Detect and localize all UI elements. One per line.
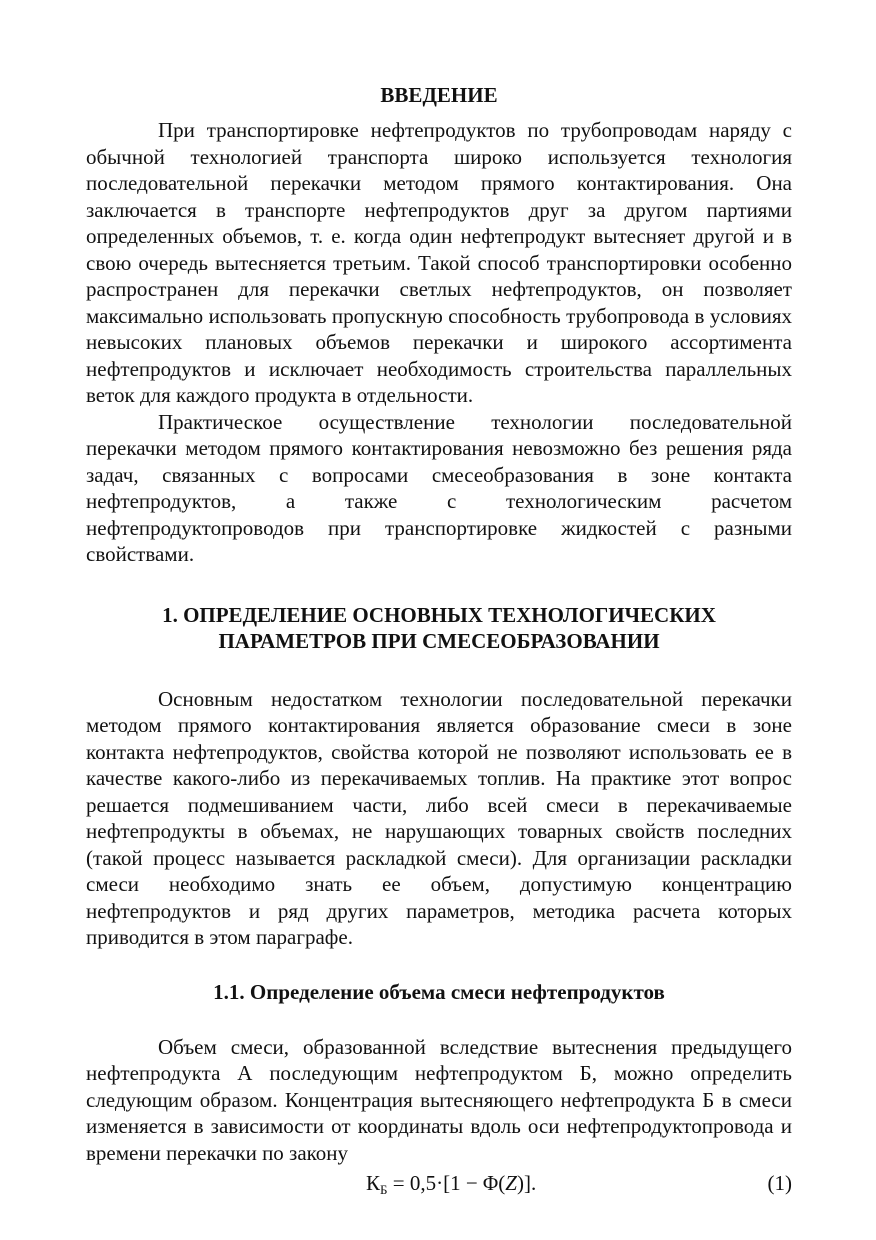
formula-expression <box>366 1168 536 1205</box>
formula-expr-left: = 0,5·[1 − Φ( <box>387 1171 506 1195</box>
section-1-heading-line-2: ПАРАМЕТРОВ ПРИ СМЕСЕОБРАЗОВАНИИ <box>218 628 660 653</box>
formula-variable: Z <box>505 1171 517 1195</box>
intro-heading: ВВЕДЕНИЕ <box>380 83 498 107</box>
section-1-heading <box>86 602 792 654</box>
section-1-1-heading: 1.1. Определение объема смеси нефтепродуктов <box>213 979 665 1004</box>
section-1-1-paragraph: Объем смеси, образованной вследствие вытеснения предыдущего нефтепродукта А последующим нефтепродуктом Б, можно определить следующим образом. Концентрация вытесняющего нефтепродукта Б в смеси изменяется в зависимости от координаты вдоль оси нефтепродуктопровода и времени перекачки по закону <box>86 1034 792 1165</box>
section-1-paragraph: Основным недостатком технологии последовательной перекачки методом прямого контактирования является образование смеси в зоне контакта нефтепродуктов, свойства которой не позволяют использовать ее в качестве какого-либо из перекачиваемых топлив. На практике этот вопрос решается подмешиванием части, либо всей смеси в перекачиваемые нефтепродукты в объемах, не нарушающих товарных свойств последних (такой процесс называется раскладкой смеси). Для организации раскладки смеси необходимо знать ее объем, допустимую концентрацию нефтепродуктов и ряд других параметров, методика расчета которых приводится в этом параграфе. <box>86 686 792 949</box>
document-page <box>86 82 792 1198</box>
formula-number: (1) <box>767 1171 792 1195</box>
formula-row <box>86 1168 792 1198</box>
intro-paragraph-2: Практическое осуществление технологии последовательной перекачки методом прямого контактирования невозможно без решения ряда задач, связанных с вопросами смесеобразования в зоне контакта нефтепродуктов, а также с технологическим расчетом нефтепродуктопроводов при транспортировке жидкостей с разными свойствами. <box>86 409 792 566</box>
intro-paragraph-1: При транспортировке нефтепродуктов по трубопроводам наряду с обычной технологией транспорта широко используется технология последовательной перекачки методом прямого контактирования. Она заключается в транспорте нефтепродуктов друг за другом партиями определенных объемов, т. е. когда один нефтепродукт вытесняет другой и в свою очередь вытесняется третьим. Такой способ транспортировки особенно распространен для перекачки светлых нефтепродуктов, он позволяет максимально использовать пропускную способность трубопровода в условиях невысоких плановых объемов перекачки и широкого ассортимента нефтепродуктов и исключает необходимость строительства параллельных веток для каждого продукта в отдельности. <box>86 118 792 407</box>
section-1-heading-line-1: 1. ОПРЕДЕЛЕНИЕ ОСНОВНЫХ ТЕХНОЛОГИЧЕСКИХ <box>162 602 716 627</box>
formula-expr-right: )]. <box>516 1171 537 1195</box>
formula-subscript: Б <box>380 1182 388 1197</box>
formula-symbol: К <box>366 1171 381 1195</box>
